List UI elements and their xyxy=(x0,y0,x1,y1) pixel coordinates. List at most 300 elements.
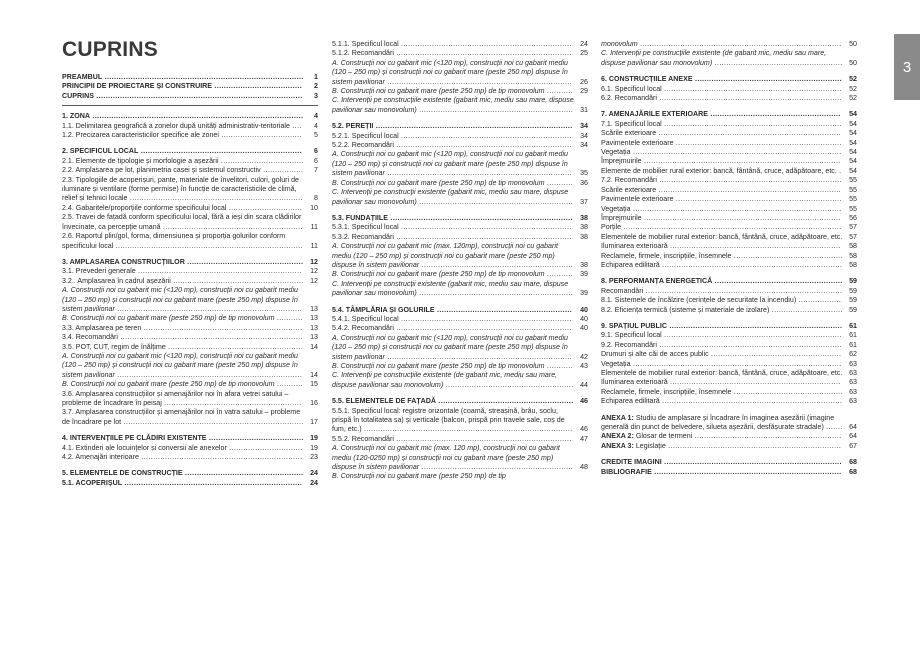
toc-heading[interactable] xyxy=(62,258,318,267)
toc-entry[interactable] xyxy=(601,242,857,251)
spacer xyxy=(601,68,857,75)
leader-dots: ........... xyxy=(544,362,573,370)
toc-entry-title: 9.1. Specificul local xyxy=(601,331,662,340)
toc-entry-title: BIBLIOGRAFIE xyxy=(601,467,652,476)
toc-entry-title: B. Construcții noi cu gabarit mare (peste 250 mp) de tip monovolum xyxy=(332,87,545,96)
leader-dots: ........................................................................... xyxy=(122,478,303,487)
leader-dots: ........................................................................ xyxy=(398,223,572,232)
leader-dots: ........................................................................ xyxy=(398,131,572,140)
leader-dots: ....................................................................................... xyxy=(93,91,303,100)
toc-heading[interactable] xyxy=(332,397,588,406)
leader-dots: ......................................................................... xyxy=(665,441,842,450)
toc-entry[interactable] xyxy=(601,350,857,359)
toc-entry-title: C. Intervenții pe construcțiile existente (de gabarit mic, mediu sau mare, dispuse pavilionar sau monovolum) xyxy=(601,49,827,67)
toc-entry-title: B. Construcții noi cu gabarit mare (peste 250 mp) de tip monovolum xyxy=(332,362,545,370)
leader-dots: ............................................................................. xyxy=(656,129,842,138)
annex-label: ANEXA 2: xyxy=(601,432,634,441)
toc-entry[interactable] xyxy=(62,390,318,409)
toc-entry[interactable] xyxy=(332,270,588,279)
leader-dots: .............................................. xyxy=(731,251,843,260)
toc-entry-title: Elementele de mobilier rural exterior: bancă, fântână, cruce, adăpătoare, etc. xyxy=(601,369,843,377)
toc-entry-title: 3.7. Amplasarea construcțiilor și amenajărilor noi în vatra satului – probleme de încadrare pe lot xyxy=(62,408,301,426)
toc-page-number: 38 xyxy=(575,223,588,232)
toc-entry[interactable] xyxy=(332,150,588,178)
toc-page-number: 34 xyxy=(575,141,588,150)
toc-heading[interactable] xyxy=(601,110,857,119)
toc-entry-title: 1.2. Precizarea caracteristicilor specifice ale zonei xyxy=(62,131,219,140)
toc-entry[interactable] xyxy=(601,432,857,441)
toc-page-number: 64 xyxy=(844,423,857,432)
toc-page-number: 4 xyxy=(305,122,318,131)
toc-entry[interactable] xyxy=(601,167,857,176)
leader-dots: .............................................................................. xyxy=(384,169,573,178)
toc-page-number: 59 xyxy=(844,287,857,296)
toc-entry[interactable] xyxy=(601,40,857,49)
toc-page-number: 11 xyxy=(305,242,318,251)
toc-page-number: 55 xyxy=(844,186,857,195)
toc-entry-title: 5.3.2. Recomandări xyxy=(332,232,394,241)
toc-page-number: 24 xyxy=(305,479,318,488)
toc-page-number: 59 xyxy=(844,277,857,286)
toc-page-number: 13 xyxy=(305,333,318,342)
leader-dots: ............................................................................. xyxy=(657,340,842,349)
toc-entry[interactable] xyxy=(332,315,588,324)
toc-entry-title: CUPRINS xyxy=(62,91,94,100)
toc-entry-title: 2.2. Amplasarea pe lot, planimetria casei și sistemul constructiv xyxy=(62,166,261,175)
toc-entry-title: B. Construcții noi cu gabarit mare (peste 250 mp) de tip monovolum xyxy=(332,178,545,187)
toc-entry[interactable] xyxy=(62,176,318,204)
toc-heading[interactable] xyxy=(601,468,857,477)
toc-heading[interactable] xyxy=(601,75,857,84)
leader-dots: ................................................................... xyxy=(141,323,303,332)
toc-entry[interactable] xyxy=(601,369,857,378)
toc-entry[interactable] xyxy=(62,157,318,166)
leader-dots: ...................................................................... xyxy=(673,195,842,204)
toc-page-number: 40 xyxy=(575,324,588,333)
page-number-tab xyxy=(894,34,920,100)
toc-entry[interactable] xyxy=(62,444,318,453)
toc-entry[interactable] xyxy=(62,166,318,175)
toc-page-number: 25 xyxy=(575,49,588,58)
toc-entry[interactable] xyxy=(601,296,857,305)
leader-dots: ..................................................................................... xyxy=(637,40,842,48)
toc-heading[interactable] xyxy=(601,322,857,331)
toc-entry-title: B. Construcții noi cu gabarit mare (peste 250 mp) de tip xyxy=(332,472,506,481)
toc-entry-title: CREDITE IMAGINI xyxy=(601,458,662,467)
toc-entry[interactable] xyxy=(332,444,588,472)
toc-page-number: 54 xyxy=(844,129,857,138)
toc-entry-title: 3. AMPLASAREA CONSTRUCȚIILOR xyxy=(62,257,185,266)
leader-dots: ............................................................................. xyxy=(387,213,573,222)
toc-entry[interactable] xyxy=(601,360,857,369)
toc-entry[interactable] xyxy=(601,195,857,204)
toc-page-number: 16 xyxy=(305,399,318,408)
toc-entry[interactable] xyxy=(601,414,857,433)
toc-entry-title: Pavimentele exterioare xyxy=(601,195,674,204)
leader-dots: ............................................................................................ xyxy=(621,223,842,232)
toc-page-number: 3 xyxy=(305,92,318,101)
toc-page-number: 38 xyxy=(575,261,588,270)
toc-entry-title: Pavimentele exterioare xyxy=(601,138,674,147)
leader-dots: .......................................................................... xyxy=(393,49,572,58)
leader-dots: .......................................................................... xyxy=(393,434,572,443)
toc-entry-title: 5.5.1. Specificul local: registre orizontale (coamă, streașină, brâu, soclu, prispă în totalitatea sa) și verticale (balcon, prispă prin travele sale, coș de fum, etc.) xyxy=(332,406,565,434)
toc-entry[interactable] xyxy=(62,286,318,314)
spacer xyxy=(332,207,588,214)
leader-dots: ........... xyxy=(274,380,303,389)
toc-entry[interactable] xyxy=(62,343,318,352)
toc-entry-title: A. Construcții noi cu gabarit mic (max. 120mp), construcții noi cu gabarit mediu (120 – 250 mp) și construcții noi cu gabarit mare (peste 250 mp) dispuse în sistem pavilionar xyxy=(332,242,558,269)
toc-entry-title: A. Construcții noi cu gabarit mic (<120 mp), construcții noi cu gabarit mediu (120 – 250 mp) și construcții noi cu gabarit mare (peste 250 mp) dispuse în sistem pavilionar xyxy=(62,351,298,379)
toc-entry-title xyxy=(601,432,692,440)
toc-entry-title: A. Construcții noi cu gabarit mic (max. 120 mp), construcții noi cu gabarit mediu (120-0250 mp) și construcții noi cu gabarit mare (peste 250 mp) dispuse în sistem pavilionar xyxy=(332,444,560,472)
toc-heading[interactable] xyxy=(62,147,318,156)
toc-page-number: 58 xyxy=(844,261,857,270)
toc-entry[interactable] xyxy=(601,388,857,397)
spacer xyxy=(62,140,318,147)
toc-page-number: 40 xyxy=(575,306,588,315)
leader-dots: .................................................................................... xyxy=(102,73,304,81)
toc-heading[interactable] xyxy=(62,434,318,443)
toc-entry[interactable] xyxy=(601,49,857,68)
leader-dots: ........... xyxy=(274,314,303,323)
toc-entry-title: 3.1. Prevederi generale xyxy=(62,267,136,276)
toc-entry-title: 1.1. Delimitarea geografică a zonelor după unități administrativ-teritoriale xyxy=(62,121,290,130)
leader-dots: .................................. xyxy=(218,131,302,140)
toc-entry[interactable] xyxy=(332,40,588,49)
toc-page-number: 61 xyxy=(844,322,857,331)
spacer xyxy=(601,407,857,414)
toc-entry[interactable] xyxy=(601,223,857,232)
toc-entry-title: 3.3. Amplasarea pe teren xyxy=(62,323,142,332)
toc-entry[interactable] xyxy=(332,87,588,96)
toc-entry-title: 4.2. Amenajări interioare xyxy=(62,453,139,462)
toc-entry-title: A. Construcții noi cu gabarit mic (<120 mp), construcții noi cu gabarit mediu (120 – 250 mp) și construcții noi cu gabarit mare (peste 250 mp) dispuse în sistem pavilionar xyxy=(332,333,568,361)
spacer xyxy=(601,315,857,322)
leader-dots: ........................................................................ xyxy=(667,378,841,387)
leader-dots: .................................................................... xyxy=(138,147,302,156)
toc-page-number: 12 xyxy=(305,267,318,276)
leader-dots: ........................................................................... xyxy=(661,119,842,128)
toc-entry[interactable] xyxy=(332,188,588,207)
toc-page-number: 55 xyxy=(844,176,857,185)
toc-page-number: 13 xyxy=(305,305,318,314)
toc-page-number: 54 xyxy=(844,157,857,166)
toc-heading[interactable] xyxy=(62,82,318,91)
toc-heading[interactable] xyxy=(62,112,318,121)
toc-entry-title: PRINCIPII DE PROIECTARE ȘI CONSTRUIRE xyxy=(62,82,213,91)
leader-dots: ................................................................ xyxy=(419,260,574,269)
leader-dots: .............................................................................. xyxy=(114,370,303,379)
toc-heading[interactable] xyxy=(601,277,857,286)
toc-entry[interactable] xyxy=(62,204,318,213)
toc-entry-title: B. Construcții noi cu gabarit mare (peste 250 mp) de tip monovolum xyxy=(332,270,545,279)
toc-entry[interactable] xyxy=(601,139,857,148)
toc-entry[interactable] xyxy=(601,129,857,138)
toc-entry[interactable] xyxy=(332,334,588,362)
toc-entry[interactable] xyxy=(62,122,318,131)
toc-page-number: 40 xyxy=(575,315,588,324)
toc-entry-title: Scările exterioare xyxy=(601,129,657,138)
toc-page-number: 54 xyxy=(844,148,857,157)
toc-heading[interactable] xyxy=(601,458,857,467)
leader-dots: ...................................................................... xyxy=(673,138,842,147)
toc-entry-title: Reclamele, firmele, inscripțiile, însemnele xyxy=(601,251,732,260)
leader-dots: ........................................................................ xyxy=(398,314,572,323)
toc-entry-title: 5.4.1. Specificul local xyxy=(332,314,399,323)
spacer xyxy=(332,299,588,306)
toc-entry-title: A. Construcții noi cu gabarit mic (<120 mp), construcții noi cu gabarit mediu (120 – 250 mp) și construcții noi cu gabarit mare (peste 250 mp) dispuse în sistem pavilionar xyxy=(332,58,568,86)
leader-dots: ................................................................. xyxy=(416,105,574,114)
leader-dots: ....... xyxy=(823,423,843,432)
toc-entry-title: 2. SPECIFICUL LOCAL xyxy=(62,147,139,156)
toc-page-number: 12 xyxy=(305,277,318,286)
toc-page-number: 1 xyxy=(305,73,318,82)
toc-entry[interactable] xyxy=(62,324,318,333)
leader-dots: ..................................................................... xyxy=(135,267,302,276)
toc-entry[interactable] xyxy=(601,331,857,340)
leader-dots: ................................................. xyxy=(184,257,304,266)
toc-entry-title: Vegetația xyxy=(601,359,631,368)
toc-heading[interactable] xyxy=(332,306,588,315)
leader-dots: ............................................................................ xyxy=(659,260,843,269)
toc-heading[interactable] xyxy=(62,73,318,82)
toc-entry[interactable] xyxy=(332,242,588,270)
leader-dots: . xyxy=(836,166,842,175)
toc-page-number: 67 xyxy=(844,442,857,451)
toc-page-number: 62 xyxy=(844,350,857,359)
toc-column-1 xyxy=(62,73,318,488)
toc-entry[interactable] xyxy=(332,179,588,188)
toc-entry[interactable] xyxy=(601,252,857,261)
leader-dots: ............................... xyxy=(226,203,303,212)
toc-entry[interactable] xyxy=(332,280,588,299)
toc-entry[interactable] xyxy=(601,341,857,350)
leader-dots: ............................................................................ xyxy=(659,397,843,406)
toc-entry[interactable] xyxy=(601,176,857,185)
toc-page-number: 63 xyxy=(844,388,857,397)
toc-page-number: 19 xyxy=(305,444,318,453)
leader-dots: ............................................................................. xyxy=(657,94,842,103)
leader-dots: ................................................................................... xyxy=(373,122,573,131)
toc-entry[interactable] xyxy=(62,213,318,232)
leader-dots: ................................................................. xyxy=(416,197,574,206)
leader-dots: ................. xyxy=(260,166,304,175)
toc-entry[interactable] xyxy=(332,132,588,141)
toc-page-number: 48 xyxy=(575,463,588,472)
toc-page-number: 39 xyxy=(575,289,588,298)
annex-title: Glosar de termeni xyxy=(633,432,693,441)
leader-dots: ................................................................................... xyxy=(641,157,841,166)
toc-entry[interactable] xyxy=(601,261,857,270)
toc-entry[interactable] xyxy=(332,141,588,150)
toc-page-number: 6 xyxy=(305,147,318,156)
annex-title: Legislație xyxy=(633,441,666,450)
leader-dots: .............................................................. xyxy=(692,75,842,84)
toc-entry[interactable] xyxy=(332,435,588,444)
leader-dots: .... xyxy=(289,121,302,130)
leader-dots: ................................................................................... xyxy=(641,213,841,222)
toc-entry[interactable] xyxy=(62,232,318,251)
toc-entry[interactable] xyxy=(332,49,588,58)
toc-entry-title: Elemente de mobilier rural exterior: bancă, fântână, cruce, adăpătoare, etc. xyxy=(601,166,837,175)
toc-entry-title: Iluminarea exterioară xyxy=(601,378,668,387)
leader-dots: ......................................................................................... xyxy=(89,112,304,121)
toc-entry-title: A. Construcții noi cu gabarit mic (<120 mp), construcții noi cu gabarit mediu (120 – 250 mp) și construcții noi cu gabarit mare (peste 250 mp) dispuse în sistem pavilionar xyxy=(332,150,568,178)
toc-entry[interactable] xyxy=(601,157,857,166)
spacer xyxy=(62,251,318,258)
toc-page-number: 38 xyxy=(575,233,588,242)
leader-dots: ....................................................... xyxy=(708,350,842,359)
toc-entry[interactable] xyxy=(332,407,588,435)
toc-heading[interactable] xyxy=(62,469,318,478)
toc-heading[interactable] xyxy=(62,479,318,488)
toc-entry-title: Împrejmuirile xyxy=(601,213,642,222)
toc-page-number: 2 xyxy=(305,82,318,91)
leader-dots: ........................................................... xyxy=(160,222,303,231)
toc-entry-title: 3.2.. Amplasarea în cadrul așezării xyxy=(62,276,171,285)
toc-entry[interactable] xyxy=(601,205,857,214)
toc-page-number: 43 xyxy=(575,362,588,371)
toc-entry-title: 8.1. Sistemele de încălzire (cerințele de securitate la incendiu) xyxy=(601,296,797,305)
toc-entry-title xyxy=(601,414,834,431)
toc-entry[interactable] xyxy=(601,442,857,451)
page-title: CUPRINS xyxy=(62,38,158,61)
toc-entry-title: 5.1.1. Specificul local xyxy=(332,40,399,48)
toc-entry-title: 5.5.2. Recomandări xyxy=(332,434,394,443)
toc-entry[interactable] xyxy=(62,352,318,380)
toc-page-number: 54 xyxy=(844,120,857,129)
leader-dots: .......................................................................... xyxy=(393,324,572,333)
toc-page-number: 63 xyxy=(844,360,857,369)
leader-dots: .......................................................... xyxy=(161,399,302,407)
toc-entry-title: Echiparea edilitară xyxy=(601,397,660,406)
toc-entry-title: Elementele de mobilier rural exterior: bancă, fântână, cruce, adăpătoare, etc. xyxy=(601,232,843,241)
toc-entry[interactable] xyxy=(332,223,588,232)
leader-dots: ................................................................ xyxy=(419,463,574,472)
toc-entry[interactable] xyxy=(601,378,857,387)
toc-entry[interactable] xyxy=(332,472,588,481)
toc-page-number: 35 xyxy=(575,169,588,178)
leader-dots: ......................................................... xyxy=(165,342,304,351)
toc-entry-title: C. Intervenții pe construcțiile existente (gabarit mic, mediu sau mare, dispuse pavilionar sau monovolum) xyxy=(332,96,574,114)
toc-page-number: 11 xyxy=(305,223,318,232)
toc-page-number: 24 xyxy=(575,40,588,49)
toc-entry[interactable] xyxy=(601,397,857,406)
leader-dots: ................................................................. xyxy=(416,289,574,298)
toc-entry-title: 1. ZONA xyxy=(62,112,90,121)
toc-page-number: 46 xyxy=(575,425,588,434)
leader-dots: ...................................................... xyxy=(443,380,574,389)
toc-page-number: 13 xyxy=(305,324,318,333)
toc-page-number: 46 xyxy=(575,397,588,406)
toc-page-number: 14 xyxy=(305,371,318,380)
toc-entry-title: 2.5. Travei de fațadă conform specificului local, fără a ieși din scara clădirilor învecinate, ca percepție umană xyxy=(62,213,302,231)
toc-page-number: 14 xyxy=(305,343,318,352)
toc-entry-title: Scările exterioare xyxy=(601,185,657,194)
toc-entry[interactable] xyxy=(332,362,588,371)
leader-dots: ........................................................................................ xyxy=(630,148,842,157)
toc-entry-title: B. Construcții noi cu gabarit mare (peste 250 mp) de tip monovolum xyxy=(62,380,275,389)
toc-page-number: 7 xyxy=(305,166,318,175)
toc-page-number: 10 xyxy=(305,204,318,213)
toc-entry[interactable] xyxy=(62,453,318,462)
toc-entry-title: 4.1. Extinderi ale locuințelor și conversii ale anexelor xyxy=(62,443,227,452)
toc-entry[interactable] xyxy=(62,277,318,286)
annex-title: Studiu de amplasare și încadrare în imaginea așezării (imagine generală din punct de belvedere, silueta așezării, desfășurate stradale) xyxy=(601,413,835,432)
toc-entry[interactable] xyxy=(601,233,857,242)
toc-entry[interactable] xyxy=(601,186,857,195)
toc-entry[interactable] xyxy=(62,333,318,342)
toc-entry-title: Recomandări xyxy=(601,286,644,295)
leader-dots: ..................................... xyxy=(212,82,303,91)
toc-entry[interactable] xyxy=(62,267,318,276)
toc-column-2 xyxy=(332,40,588,482)
toc-heading[interactable] xyxy=(332,122,588,131)
toc-entry[interactable] xyxy=(62,380,318,389)
leader-dots: .............................................................................. xyxy=(114,304,303,313)
toc-entry[interactable] xyxy=(62,131,318,140)
toc-entry-title: 3.4. Recomandări xyxy=(62,333,118,342)
toc-entry[interactable] xyxy=(601,85,857,94)
toc-page-number: 29 xyxy=(575,87,588,96)
toc-column-3 xyxy=(601,40,857,477)
leader-dots: ......................................................... xyxy=(434,305,573,314)
divider xyxy=(62,105,318,106)
leader-dots: ................................................................................... xyxy=(643,286,843,295)
toc-entry-title: 5.1. ACOPERIȘUL xyxy=(62,478,123,487)
toc-entry-title: 5.4. TÂMPLĂRIA ȘI GOLURILE xyxy=(332,305,435,314)
toc-entry[interactable] xyxy=(62,408,318,427)
leader-dots: ......................................................................... xyxy=(127,194,303,203)
toc-entry[interactable] xyxy=(332,59,588,87)
toc-heading[interactable] xyxy=(62,92,318,101)
toc-entry[interactable] xyxy=(332,371,588,390)
toc-page-number: 12 xyxy=(305,258,318,267)
page-number: 3 xyxy=(902,58,912,76)
toc-page-number: 63 xyxy=(844,378,857,387)
toc-entry[interactable] xyxy=(332,96,588,115)
toc-entry[interactable] xyxy=(601,287,857,296)
toc-heading[interactable] xyxy=(332,214,588,223)
leader-dots: ........................................................................................ xyxy=(361,425,573,434)
spacer xyxy=(62,462,318,469)
toc-entry[interactable] xyxy=(62,314,318,323)
toc-entry[interactable] xyxy=(601,306,857,315)
spacer xyxy=(332,115,588,122)
leader-dots: ............................................................................. xyxy=(657,176,842,185)
toc-entry-title: B. Construcții noi cu gabarit mare (peste 250 mp) de tip monovolum xyxy=(62,314,275,323)
toc-page-number: 52 xyxy=(844,85,857,94)
leader-dots: ............................................................................... xyxy=(651,467,842,476)
leader-dots: ......................................................... xyxy=(436,397,574,406)
toc-entry-title: 2.4. Gabaritele/proporțiile conforme specificului local xyxy=(62,203,227,212)
leader-dots: ............................................................................ xyxy=(121,417,304,426)
toc-entry-title: 5.5. ELEMENTELE DE FAȚADĂ xyxy=(332,397,437,406)
toc-entry[interactable] xyxy=(601,214,857,223)
leader-dots: ....................................................... xyxy=(707,110,841,119)
toc-entry[interactable] xyxy=(332,324,588,333)
toc-entry-title: 3.6. Amplasarea construcțiilor și amenajărilor noi în afara vetrei satului – probleme de încadrare în peisaj xyxy=(62,389,289,407)
toc-entry-title: 7.1. Specificul local xyxy=(601,119,662,128)
toc-entry-title: Drumuri și alte căi de acces public xyxy=(601,350,709,359)
toc-entry[interactable] xyxy=(601,120,857,129)
toc-page-number: 39 xyxy=(575,270,588,279)
toc-page-number: 50 xyxy=(844,40,857,49)
toc-entry[interactable] xyxy=(332,233,588,242)
toc-entry-title: 6. CONSTRUCȚIILE ANEXE xyxy=(601,75,693,84)
toc-entry[interactable] xyxy=(601,94,857,103)
